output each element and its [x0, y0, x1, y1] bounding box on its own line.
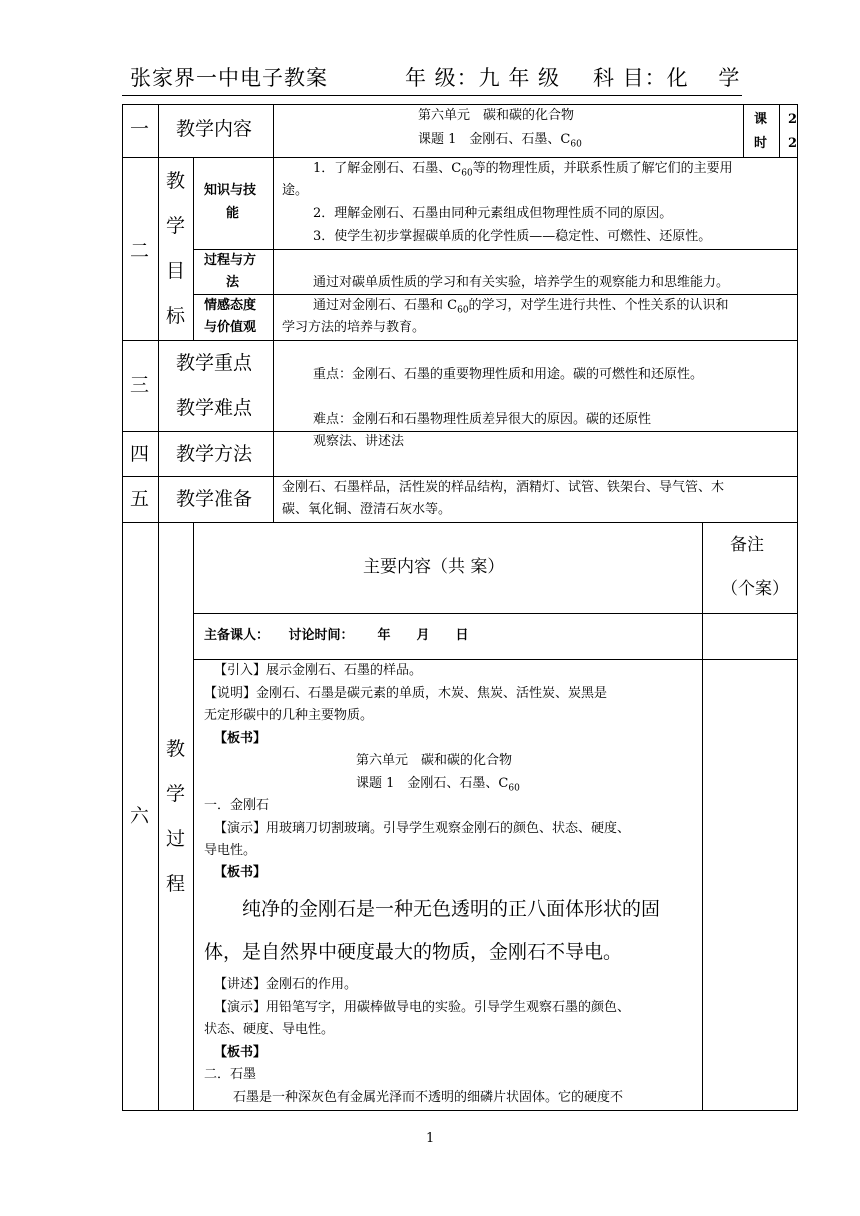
process-line: 二．石墨 — [204, 1067, 257, 1082]
process-line: 石墨是一种深灰色有金属光泽而不透明的细磷片状固体。它的硬度不 — [233, 1090, 624, 1105]
row1-keshi-value: 2 — [788, 112, 797, 127]
row3-label-1: 教学重点 — [176, 352, 253, 374]
key-point: 重点：金刚石、石墨的重要物理性质和用途。碳的可燃性和还原性。 — [313, 367, 704, 382]
process-line: 一．金刚石 — [204, 798, 270, 813]
row3-number: 三 — [130, 374, 150, 396]
process-goal: 通过对碳单质性质的学习和有关实验，培养学生的观察能力和思维能力。 — [313, 275, 730, 290]
process-line: 【引入】展示金刚石、石墨的样品。 — [214, 663, 423, 678]
process-line: 第六单元 碳和碳的化合物 — [356, 753, 513, 768]
knowledge-label-2: 能 — [226, 206, 240, 221]
row1-topic: 课题 1 金刚石、石墨、$C_{60}$ — [418, 132, 582, 150]
process-line: 课题 1 金刚石、石墨、$C_{60}$ — [356, 776, 520, 794]
knowledge-item-3: 3．使学生初步掌握碳单质的化学性质——稳定性、可燃性、还原性。 — [313, 229, 712, 244]
process-label-2: 法 — [226, 275, 240, 290]
preparation-1: 金刚石、石墨样品，活性炭的样品结构，酒精灯、试管、铁架台、导气管、木 — [282, 480, 725, 495]
header-subject: 科 目：化 学 — [593, 66, 741, 90]
process-line: 【板书】 — [214, 731, 267, 746]
preparer-line: 主备课人： 讨论时间： 年 月 日 — [204, 628, 469, 643]
knowledge-item-1: 1．了解金刚石、石墨、$C_{60}$等的物理性质，并联系性质了解它们的主要用 — [313, 161, 733, 179]
process-line: 【演示】用玻璃刀切割玻璃。引导学生观察金刚石的颜色、状态、硬度、 — [214, 821, 631, 836]
header-rule — [122, 95, 742, 96]
emotion-goal-1: 通过对金刚石、石墨和 $C_{60}$的学习，对学生进行共性、个性关系的认识和 — [313, 298, 729, 316]
row1-number: 一 — [130, 118, 150, 140]
row1-keshi-value-2: 2 — [788, 136, 797, 151]
row1-keshi-2: 时 — [754, 136, 768, 151]
row2-label-4: 标 — [166, 305, 186, 327]
header-school: 张家界一中电子教案 — [130, 66, 328, 90]
note-title-2: （个案） — [721, 579, 789, 599]
row4-number: 四 — [130, 443, 150, 465]
row6-label-1: 教 — [166, 738, 186, 760]
row2-number: 二 — [130, 240, 150, 262]
knowledge-item-2: 2．理解金刚石、石墨由同种元素组成但物理性质不同的原因。 — [313, 206, 673, 221]
row1-label: 教学内容 — [176, 118, 253, 140]
row6-label-4: 程 — [166, 873, 186, 895]
note-title-1: 备注 — [730, 535, 764, 555]
main-content-title: 主要内容（共 案） — [363, 557, 505, 577]
process-line: 【板书】 — [214, 1045, 267, 1060]
row1-keshi-1: 课 — [754, 112, 768, 127]
difficult-point: 难点：金刚石和石墨物理性质差异很大的原因。碳的还原性 — [313, 412, 652, 427]
preparation-2: 碳、氧化铜、澄清石灰水等。 — [282, 502, 452, 517]
emotion-label-2: 与价值观 — [204, 320, 257, 335]
process-line: 【讲述】金刚石的作用。 — [214, 977, 358, 992]
process-line: 无定形碳中的几种主要物质。 — [204, 708, 374, 723]
row6-label-2: 学 — [166, 783, 186, 805]
process-line: 纯净的金刚石是一种无色透明的正八面体形状的固 — [242, 898, 661, 920]
row5-number: 五 — [130, 488, 150, 510]
row6-label-3: 过 — [166, 828, 186, 850]
knowledge-label-1: 知识与技 — [204, 183, 257, 198]
row1-unit: 第六单元 碳和碳的化合物 — [418, 108, 575, 123]
process-line: 【板书】 — [214, 865, 267, 880]
process-line: 体，是自然界中硬度最大的物质，金刚石不导电。 — [204, 941, 623, 963]
row4-label: 教学方法 — [176, 443, 253, 465]
teaching-method: 观察法、讲述法 — [313, 434, 405, 449]
process-line: 【说明】金刚石、石墨是碳元素的单质，木炭、焦炭、活性炭、炭黑是 — [204, 686, 608, 701]
emotion-label-1: 情感态度 — [204, 298, 257, 313]
row2-label-3: 目 — [166, 260, 186, 282]
process-line: 导电性。 — [204, 843, 257, 858]
emotion-goal-2: 学习方法的培养与教育。 — [282, 320, 426, 335]
row2-label-1: 教 — [166, 170, 186, 192]
row6-number: 六 — [130, 805, 150, 827]
page-number: 1 — [426, 1131, 435, 1146]
knowledge-item-1b: 途。 — [282, 183, 309, 198]
process-line: 状态、硬度、导电性。 — [204, 1022, 335, 1037]
process-label-1: 过程与方 — [204, 253, 257, 268]
row2-label-2: 学 — [166, 215, 186, 237]
process-line: 【演示】用铅笔写字，用碳棒做导电的实验。引导学生观察石墨的颜色、 — [214, 1000, 631, 1015]
header-grade: 年 级：九 年 级 — [405, 66, 561, 90]
row3-label-2: 教学难点 — [176, 397, 253, 419]
row5-label: 教学准备 — [176, 488, 253, 510]
